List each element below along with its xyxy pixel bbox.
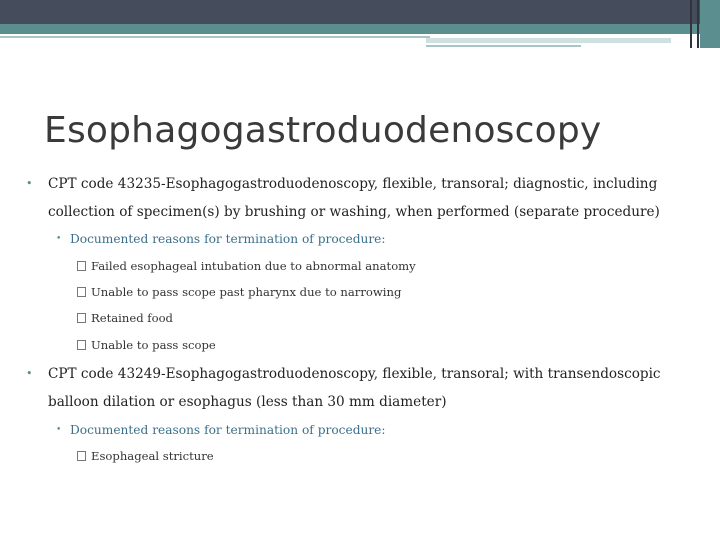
checklist-item — [77, 336, 677, 354]
checklist-text: Esophageal stricture — [91, 449, 214, 463]
sub-bullet-text: Documented reasons for termination of procedure: — [70, 232, 386, 246]
checklist-item — [77, 283, 677, 301]
checklist-text: Unable to pass scope — [91, 338, 216, 352]
bullet-item — [26, 170, 688, 226]
bullet-text: CPT code 43235-Esophagogastroduodenoscopy, flexible, transoral; diagnostic, including collection of specimen(s) by brushing or washing, when performed (separate procedure) — [48, 176, 660, 220]
header-rule — [0, 36, 430, 38]
checkbox-icon — [77, 340, 86, 350]
checklist-item — [77, 257, 677, 275]
header-rule — [426, 38, 671, 43]
sub-bullet-icon: • — [56, 425, 62, 435]
header-accent-bar — [0, 24, 720, 34]
header-rule — [426, 45, 581, 47]
sub-bullet-item — [56, 421, 670, 439]
header-corner-block — [700, 0, 720, 48]
bullet-text: CPT code 43249-Esophagogastroduodenoscopy, flexible, transoral; with transendoscopic balloon dilation or esophagus (less than 30 mm diameter) — [48, 366, 661, 410]
checkbox-icon — [77, 287, 86, 297]
checkbox-icon — [77, 261, 86, 271]
checklist-item — [77, 309, 677, 327]
checkbox-icon — [77, 451, 86, 461]
bullet-icon: • — [26, 177, 33, 190]
sub-bullet-item — [56, 230, 670, 248]
checkbox-icon — [77, 313, 86, 323]
header-bar — [0, 0, 720, 24]
checklist-item — [77, 447, 677, 465]
checklist-text: Retained food — [91, 311, 173, 325]
header-divider — [690, 0, 692, 48]
checklist-text: Failed esophageal intubation due to abnormal anatomy — [91, 259, 416, 273]
bullet-item — [26, 360, 688, 416]
bullet-icon: • — [26, 367, 33, 380]
sub-bullet-text: Documented reasons for termination of procedure: — [70, 423, 386, 437]
checklist-text: Unable to pass scope past pharynx due to narrowing — [91, 285, 402, 299]
header-divider — [697, 0, 699, 48]
sub-bullet-icon: • — [56, 234, 62, 244]
slide-title: Esophagogastroduodenoscopy — [44, 110, 602, 151]
